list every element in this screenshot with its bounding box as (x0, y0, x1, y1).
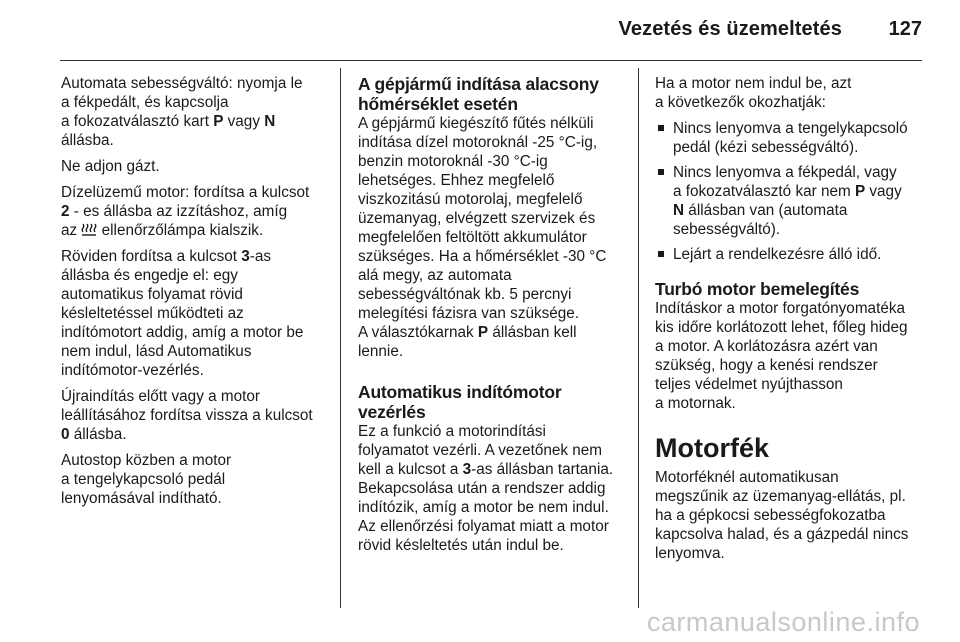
bullet-square-icon (658, 251, 664, 257)
heading-automatic-starter-control: Automatikus indítómotor vezérlés (358, 382, 562, 422)
list-item: Nincs lenyomva a tengelykapcsoló pedál (kézi sebességváltó). (655, 119, 925, 157)
column-2 (358, 74, 630, 562)
list-item: Lejárt a rendelkezésre álló idő. (655, 245, 925, 264)
header-divider (60, 60, 922, 61)
bullet-square-icon (658, 125, 664, 131)
paragraph-autostop: Autostop közben a motor a tengelykapcsoló pedál lenyomásával indítható. (61, 452, 232, 507)
page-number: 127 (888, 18, 922, 40)
column-divider-2 (638, 68, 639, 608)
paragraph-diesel: Dízelüzemű motor: fordítsa a kulcsot 2 - es állásba az izzításhoz, amíg az ellenőrzőlámpa kialszik. (61, 184, 310, 239)
glow-plug-icon (81, 221, 97, 237)
spacer (358, 368, 630, 382)
paragraph-low-temperature: A gépjármű kiegészítő fűtés nélküli indítása dízel motoroknál -25 °C-ig, benzin motoroknál -30 °C-ig lehetséges. Ehhez megfelelő viszkozitású motorolaj, megfelelő üzemanyag, elvégzett szervizek és megfelelően feltöltött akkumulátor szükséges. Ha a hőmérséklet -30 °C alá megy, az automata sebességváltónak kb. 5 percnyi melegítési fázisra van szüksége. A választókarnak P állásban kell lennie. (358, 115, 607, 360)
watermark: carmanualsonline.info (646, 607, 920, 637)
list-item: Nincs lenyomva a fékpedál, vagy a fokozatválasztó kar nem P vagy N állásban van (automata sebességváltó). (655, 163, 925, 239)
paragraph-key-position-3: Röviden fordítsa a kulcsot 3-as állásba és engedje el: egy automatikus folyamat rövid késleltetéssel működteti az indítómotort addig, amíg a motor be nem indul, lásd Automatikus indítómotor-vezérlés. (61, 248, 304, 379)
column-3 (655, 74, 925, 570)
paragraph-turbo-warmup: Indításkor a motor forgatónyomatéka kis időre korlátozott lehet, főleg hideg a motor. A korlátozásra azért van szükség, hogy a kenési rendszer teljes védelmet nyújthasson a motornak. (655, 300, 908, 412)
page-title: Vezetés és üzemeltetés (618, 18, 842, 40)
heading-low-temperature-start: A gépjármű indítása alacsony hőmérséklet esetén (358, 74, 599, 114)
paragraph-engine-brake: Motorféknél automatikusan megszűnik az üzemanyag-ellátás, pl. ha a gépkocsi sebességfokozatba kapcsolva halad, és a gázpedál nincs lenyomva. (655, 469, 909, 562)
paragraph-automatic-transmission: Automata sebességváltó: nyomja le a fékpedált, és kapcsolja a fokozatválasztó kart P vagy N állásba. (61, 75, 303, 149)
bullet-square-icon (658, 169, 664, 175)
page-header (0, 0, 960, 62)
spacer (655, 420, 925, 432)
paragraph-no-throttle: Ne adjon gázt. (61, 158, 160, 175)
heading-turbo-warmup: Turbó motor bemelegítés (655, 279, 860, 299)
heading-engine-brake: Motorfék (655, 433, 769, 463)
paragraph-starter-control: Ez a funkció a motorindítási folyamatot vezérli. A vezetőnek nem kell a kulcsot a 3-as állásban tartania. Bekapcsolása után a rendszer addig indítózik, amíg a motor be nem indul. Az ellenőrzési folyamat miatt a motor rövid késleltetés után indul be. (358, 423, 614, 554)
paragraph-restart: Újraindítás előtt vagy a motor leállításához fordítsa vissza a kulcsot 0 állásba. (61, 388, 313, 443)
column-divider-1 (340, 68, 341, 608)
column-1 (61, 74, 331, 515)
spacer (655, 271, 925, 279)
paragraph-engine-not-starting: Ha a motor nem indul be, azt a következők okozhatják: (655, 75, 852, 111)
cause-list (655, 119, 925, 264)
